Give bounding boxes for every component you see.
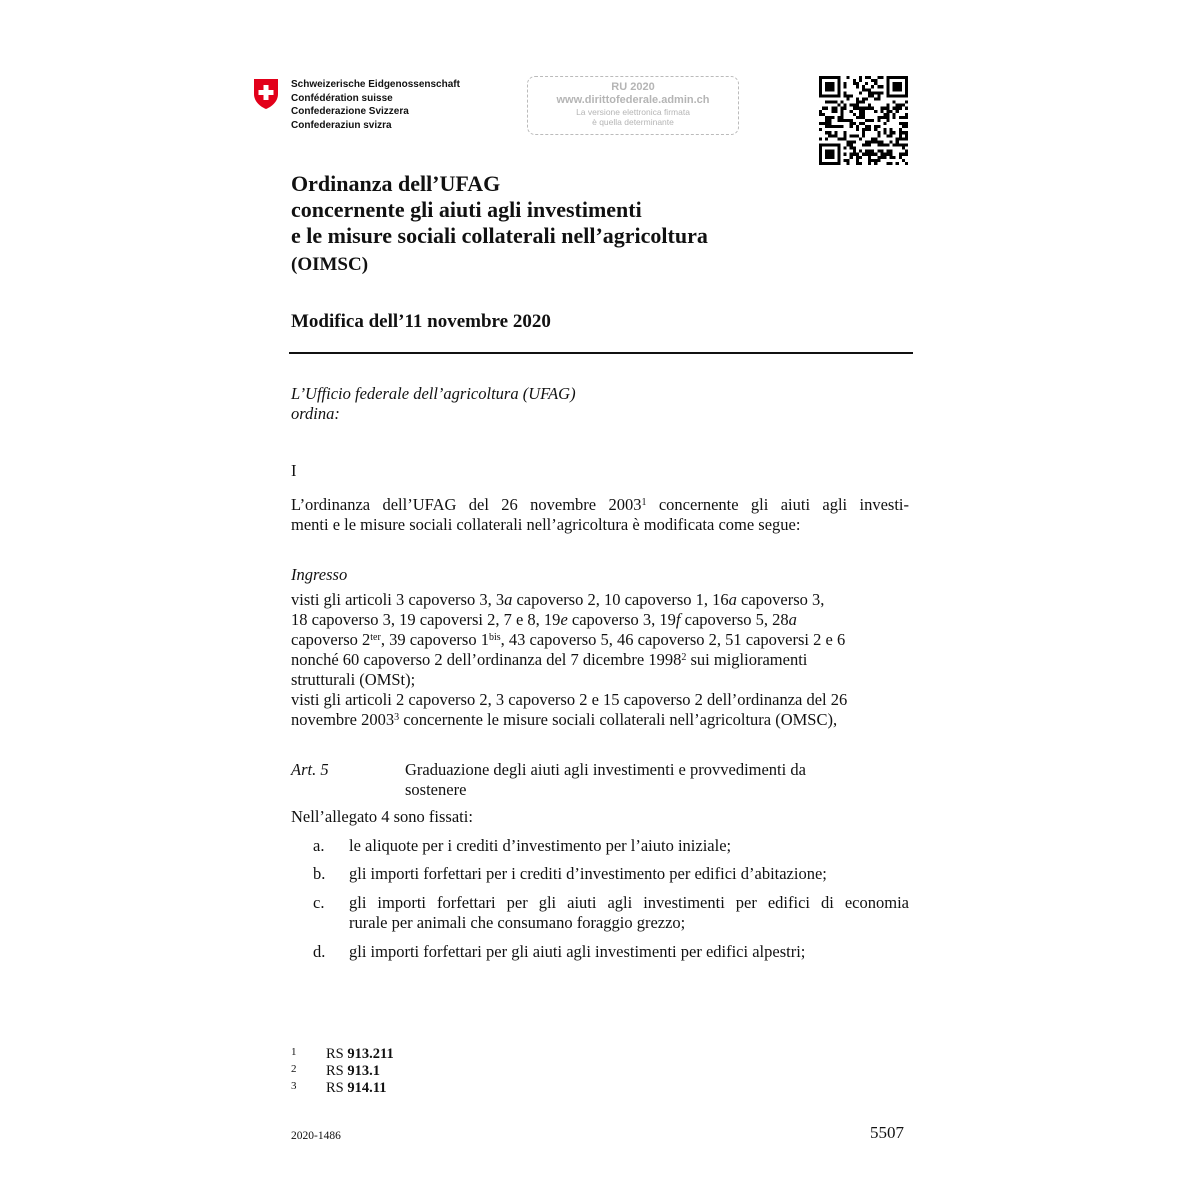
ingresso-text: capoverso 5, 28 (680, 610, 789, 629)
confederation-name-de: Schweizerische Eidgenossenschaft (291, 79, 460, 90)
swiss-cross-shield-logo (253, 78, 279, 110)
footnote-3-reference: 914.11 (347, 1080, 387, 1096)
ordains-text: ordina: (291, 404, 340, 423)
ingresso-p2-line-2 (291, 710, 837, 730)
ingresso-p2-line-1: visti gli articoli 2 capoverso 2, 3 capoverso 2 e 15 capoverso 2 dell’ordinanza del 26 (291, 690, 848, 709)
list-item-c-text-line-2: rurale per animali che consumano foraggio grezzo; (349, 913, 686, 932)
qr-code (819, 76, 908, 165)
footnote-ref-3: 3 (394, 712, 400, 723)
footnote-prefix: RS (326, 1046, 348, 1062)
ingresso-text: , 43 capoverso 5, 46 capoverso 2, 51 capoversi 2 e 6 (500, 630, 846, 649)
footnote-2-text (326, 1063, 380, 1080)
title-abbreviation: (OIMSC) (291, 254, 369, 275)
intro-text-cont: concernente gli aiuti agli investi- (646, 495, 909, 514)
ingresso-text: 18 capoverso 3, 19 capoversi 2, 7 e 8, 19 (291, 610, 561, 629)
stamp-note-1: La versione elettronica firmata (576, 107, 690, 117)
ingresso-italic-letter: e (560, 610, 568, 629)
stamp-note-2: è quella determinante (592, 117, 674, 127)
list-item-c-text-line-1: gli importi forfettari per gli aiuti agli investimenti per edifici di economia (349, 893, 909, 912)
official-publication-stamp (527, 76, 739, 135)
intro-text: L’ordinanza dell’UFAG del 26 novembre 2003 (291, 495, 642, 514)
stamp-website: www.dirittofederale.admin.ch (556, 94, 710, 106)
list-item-b-text: gli importi forfettari per i crediti d’investimento per edifici d’abitazione; (349, 864, 827, 883)
footnote-1-number: 1 (291, 1046, 297, 1058)
ingresso-text: sui miglioramenti (686, 650, 808, 669)
footnote-1-reference: 913.211 (347, 1046, 394, 1062)
title-line-1: Ordinanza dell’UFAG (291, 171, 501, 196)
ingresso-text: concernente le misure sociali collaterali nell’agricoltura (OMSC), (399, 710, 838, 729)
ingresso-text: nonché 60 capoverso 2 dell’ordinanza del 7 dicembre 1998 (291, 650, 682, 669)
footnote-1-text (326, 1046, 394, 1063)
section-number: I (291, 461, 297, 480)
ingresso-text: capoverso 3, 19 (567, 610, 676, 629)
document-code: 2020-1486 (291, 1130, 341, 1142)
superscript-ter: ter (370, 632, 381, 643)
ingresso-italic-letter: a (504, 590, 513, 609)
ingresso-text: novembre 2003 (291, 710, 395, 729)
ingresso-text: , 39 capoverso 1 (380, 630, 489, 649)
ingresso-p1-line-1 (291, 590, 824, 610)
ingresso-italic-letter: f (675, 610, 681, 629)
confederation-name-fr: Confédération suisse (291, 92, 393, 104)
title-line-3: e le misure sociali collaterali nell’agricoltura (291, 223, 708, 248)
ingresso-text: capoverso 2 (291, 630, 371, 649)
intro-line-2: menti e le misure sociali collaterali nell’agricoltura è modificata come segue: (291, 515, 801, 534)
footnote-2-number: 2 (291, 1063, 297, 1075)
list-item-a-text: le aliquote per i crediti d’investimento per l’aiuto iniziale; (349, 836, 732, 855)
ingresso-italic-letter: a (788, 610, 797, 629)
article-title-line-1: Graduazione degli aiuti agli investimenti e provvedimenti da (405, 760, 806, 779)
confederation-names (291, 78, 460, 132)
ingresso-heading: Ingresso (291, 565, 348, 584)
superscript-bis: bis (488, 632, 501, 643)
title-line-2: concernente gli aiuti agli investimenti (291, 197, 642, 222)
footnote-3-text (326, 1080, 386, 1097)
footnote-ref-2: 2 (681, 652, 687, 663)
title-rule (289, 352, 913, 354)
ingresso-text: visti gli articoli 3 capoverso 3, 3 (291, 590, 505, 609)
intro-line-1 (291, 495, 909, 515)
confederation-name-rm: Confederaziun svizra (291, 119, 392, 131)
list-item-d-text: gli importi forfettari per gli aiuti agli investimenti per edifici alpestri; (349, 942, 806, 961)
ingresso-p1-line-4 (291, 650, 807, 670)
footnote-2-reference: 913.1 (347, 1063, 380, 1079)
issuing-authority: L’Ufficio federale dell’agricoltura (UFAG) (291, 384, 576, 403)
ingresso-italic-letter: a (728, 590, 737, 609)
list-item-b-letter: b. (313, 864, 326, 883)
ingresso-p1-line-5: strutturali (OMSt); (291, 670, 416, 689)
list-item-c-letter: c. (313, 893, 325, 912)
ingresso-text: capoverso 2, 10 capoverso 1, 16 (512, 590, 729, 609)
article-title-line-2: sostenere (405, 780, 467, 799)
list-item-a-letter: a. (313, 836, 325, 855)
list-item-d-letter: d. (313, 942, 326, 961)
footnote-ref-1: 1 (641, 497, 647, 508)
modification-date: Modifica dell’11 novembre 2020 (291, 311, 551, 332)
ingresso-p1-line-2 (291, 610, 797, 630)
confederation-name-it: Confederazione Svizzera (291, 106, 409, 117)
document-title (291, 171, 708, 249)
footnote-3-number: 3 (291, 1080, 297, 1092)
page-number: 5507 (870, 1123, 904, 1142)
ingresso-text: capoverso 3, (736, 590, 825, 609)
article-number: Art. 5 (291, 760, 329, 779)
footnote-prefix: RS (326, 1063, 348, 1079)
footnote-prefix: RS (326, 1080, 348, 1096)
stamp-collection: RU 2020 (611, 81, 655, 93)
ingresso-p1-line-3 (291, 630, 845, 650)
article-lead: Nell’allegato 4 sono fissati: (291, 807, 473, 826)
